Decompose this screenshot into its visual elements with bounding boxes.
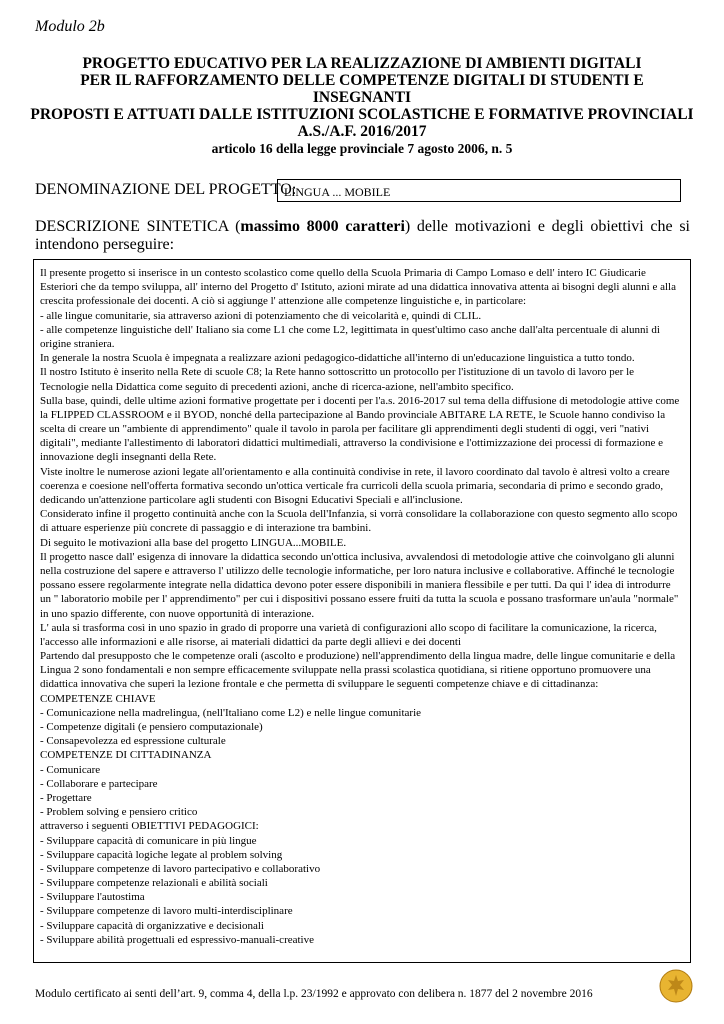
description-paragraph: attraverso i seguenti OBIETTIVI PEDAGOGICI: [40, 820, 259, 833]
description-paragraph: Di seguito le motivazioni alla base del progetto LINGUA...MOBILE. [40, 536, 347, 549]
description-paragraph: Il progetto nasce dall' esigenza di innovare la didattica secondo un'ottica inclusiva, avvalendosi di metodologie attive che coinvolgano gli alunni nella costruzione del sapere e attraverso l' utilizzo delle tecnologie informatiche, per loro natura inclusive e collaborative. Affinché le tecnologie possano essere regolarmente integrate nella didattica devono poter essere disponibili in maniera flessibile e per tutti. Da qui l' idea di introdurre un " laboratorio mobile per l' apprendimento" per cui i dispositivi possano essere fruiti da tutta la scuola e possano trasformare un'aula "normale" in uno spazio differente, con nuove opportunità di interazione. [40, 550, 679, 620]
document-subtitle: articolo 16 della legge provinciale 7 agosto 2006, n. 5 [211, 141, 513, 156]
description-label [35, 218, 690, 254]
description-paragraph: - Sviluppare competenze di lavoro multi-interdisciplinare [40, 905, 293, 918]
description-paragraph: - Consapevolezza ed espressione culturale [40, 735, 226, 748]
description-paragraph: - Problem solving e pensiero critico [40, 806, 198, 819]
description-paragraph: - alle lingue comunitarie, sia attraverso azioni di potenziamento che di veicolarità e, quindi di CLIL. [40, 309, 482, 322]
description-paragraph: Viste inoltre le numerose azioni legate all'orientamento e alla continuità condivise in rete, il lavoro coordinato dal tavolo è altresì volto a creare coerenza e coesione nell'offerta formativa secondo un'ottica verticale fra curricoli della scuola primaria, secondaria di primo e secondo grado, dedicando un'attenzione particolare agli studenti con Bisogni Educativi Speciali e all'inclusione. [40, 465, 670, 506]
description-paragraph: Partendo dal presupposto che le competenze orali (ascolto e produzione) nell'apprendimento della lingua madre, delle lingue comunitarie e della Lingua 2 sono fondamentali e non sempre efficacemente sviluppate nella prassi scolastica quotidiana, si ritiene opportuno promuovere una didattica innovativa che superi la lezione frontale e che permetta di sviluppare le seguenti competenze chiave e di cittadinanza: [40, 650, 676, 691]
provincia-seal-icon [658, 968, 694, 1004]
project-name-field[interactable]: LINGUA ... MOBILE [277, 179, 681, 202]
description-paragraph: COMPETENZE CHIAVE [40, 692, 156, 705]
certification-footer: Modulo certificato ai senti dell’art. 9, comma 4, della l.p. 23/1992 e approvato con delibera n. 1877 del 2 novembre 2016 [35, 988, 593, 1000]
description-text [40, 266, 684, 947]
description-paragraph: Considerato infine il progetto continuità anche con la Scuola dell'Infanzia, si vorrà consolidare la collaborazione con questo segmento allo scopo di attuare esperienze più concrete di passaggio e di interazione tra bambini. [40, 508, 678, 535]
description-textarea[interactable] [33, 259, 691, 963]
description-paragraph: - Sviluppare competenze relazionali e abilità sociali [40, 877, 268, 890]
description-paragraph: - Sviluppare abilità progettuali ed espressivo-manuali-creative [40, 933, 314, 946]
description-paragraph: - Sviluppare capacità di organizzative e decisionali [40, 919, 264, 932]
document-title [30, 55, 694, 158]
description-paragraph: - Comunicare [40, 763, 101, 776]
description-label-end: ) delle motivazioni e degli obiettivi che si intendono perseguire: [35, 218, 691, 253]
title-line: PROPOSTI E ATTUATI DALLE ISTITUZIONI SCOLASTICHE E FORMATIVE PROVINCIALI [30, 106, 694, 123]
description-paragraph: Il presente progetto si inserisce in un contesto scolastico come quello della Scuola Primaria di Campo Lomaso e dell' intero IC Giudicarie Esteriori che da tempo sviluppa, all' interno del Progetto d' Istituto, azioni mirate ad una didattica innovativa attenta ai bisogni degli alunni e alla crescita professionale dei docenti. A ciò si aggiunge l' attenzione alle competenze linguistiche e, in particolare: [40, 267, 676, 308]
description-paragraph: - Comunicazione nella madrelingua, (nell'Italiano come L2) e nelle lingue comunitarie [40, 706, 422, 719]
title-line: A.S./A.F. 2016/2017 [297, 123, 427, 140]
description-paragraph: COMPETENZE DI CITTADINANZA [40, 749, 212, 762]
module-code: Modulo 2b [35, 18, 105, 35]
description-paragraph: - Sviluppare l'autostima [40, 891, 145, 904]
description-paragraph: - alle competenze linguistiche dell' Italiano sia come L1 che come L2, legittimata in quest'ultimo caso anche dall'alta percentuale di alunni di origine straniera. [40, 323, 660, 350]
description-label-limit: massimo 8000 caratteri [240, 218, 405, 235]
description-paragraph: L' aula si trasforma così in uno spazio in grado di proporre una varietà di configurazioni allo scopo di facilitare la comunicazione, la ricerca, l'accesso alle informazioni e alle risorse, ai materiali didattici da parte degli allievi e dei docenti [40, 621, 657, 648]
title-line: PROGETTO EDUCATIVO PER LA REALIZZAZIONE DI AMBIENTI DIGITALI [82, 55, 642, 72]
description-paragraph: - Sviluppare capacità logiche legate al problem solving [40, 848, 283, 861]
description-label-start: DESCRIZIONE SINTETICA ( [35, 218, 241, 235]
description-paragraph: - Sviluppare capacità di comunicare in più lingue [40, 834, 257, 847]
project-name-label: DENOMINAZIONE DEL PROGETTO: [35, 181, 297, 198]
description-paragraph: Sulla base, quindi, delle ultime azioni formative progettate per i docenti per l'a.s. 2016-2017 sul tema della diffusione di metodologie attive come la FLIPPED CLASSROOM e il BYOD, nonché della partecipazione al Bando provinciale ABITARE LA RETE, le Scuole hanno condiviso la scelta di creare un "ambiente di apprendimento" quale il tavolo in parola per facilitare gli apprendimenti degli studenti di oggi, veri "nativi digitali", mediante l'allestimento di laboratori didattici multimediali, attraverso la condivisione e l'ottimizzazione dei processi di formazione e innovazione degli insegnanti della Rete. [40, 394, 680, 464]
description-paragraph: - Progettare [40, 791, 92, 804]
description-paragraph: - Sviluppare competenze di lavoro partecipativo e collaborativo [40, 862, 321, 875]
description-paragraph: In generale la nostra Scuola è impegnata a realizzare azioni pedagogico-didattiche all'interno di un'educazione linguistica a tutto tondo. [40, 352, 635, 365]
description-paragraph: - Competenze digitali (e pensiero computazionale) [40, 721, 263, 733]
description-paragraph: - Collaborare e partecipare [40, 777, 158, 790]
title-line: PER IL RAFFORZAMENTO DELLE COMPETENZE DIGITALI DI STUDENTI E INSEGNANTI [80, 72, 644, 106]
description-paragraph: Il nostro Istituto è inserito nella Rete di scuole C8; la Rete hanno sottoscritto un protocollo per l'istituzione di un tavolo di lavoro per le Tecnologie nella Didattica come seguito di precedenti azioni, anche di ricerca-azione, nell'ambito specifico. [40, 366, 635, 393]
